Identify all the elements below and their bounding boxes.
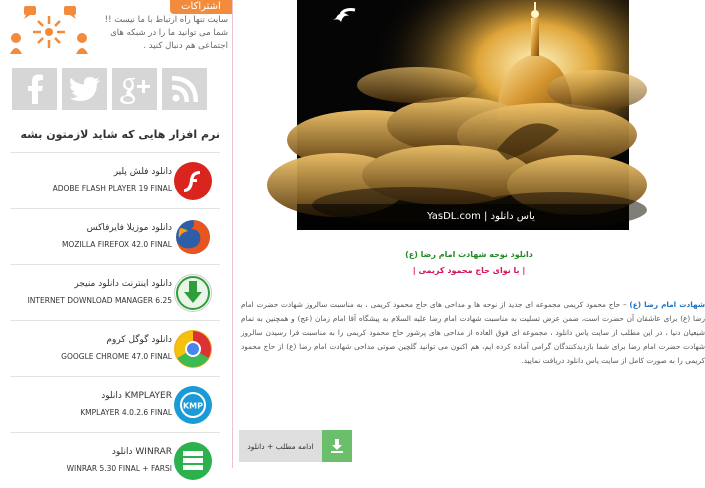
subscribe-tab[interactable]: اشتراکات [170, 0, 232, 14]
shrine-illustration [297, 0, 629, 230]
software-title-fa[interactable]: KMPLAYER دانلود [101, 391, 172, 401]
flash-player-icon[interactable] [174, 162, 212, 200]
software-title-en[interactable]: ADOBE FLASH PLAYER 19 FINAL [52, 184, 172, 193]
facebook-button[interactable] [12, 68, 57, 110]
software-text [22, 222, 172, 252]
winrar-icon[interactable] [174, 442, 212, 480]
software-title-fa[interactable]: دانلود گوگل کروم [106, 335, 172, 345]
post-subtitle: | با نوای حاج محمود کریمی | [412, 266, 526, 275]
software-title-en[interactable]: WINRAR 5.30 FINAL + FARSI [66, 464, 172, 473]
google-plus-button[interactable] [112, 68, 157, 110]
software-title-fa[interactable]: دانلود فلش پلیر [113, 167, 172, 177]
twitter-button[interactable] [62, 68, 107, 110]
software-text [22, 278, 172, 308]
social-links [12, 68, 207, 110]
post-body-text: – حاج محمود کریمی مجموعه ای جدید از نوحه ها و مداحی های حاج محمود کریمی ، به مناسبت سالروز شهادت حضرت امام رضا (ع) برای عاشقان آن حضرت است، ضمن عرض تسلیت به مناسبت شهادت امام رضا علیه السلام به پیشگاه آقا امام زمان (عج) و همچنین به تمام شیعیان دنیا ، در این مطلب از سایت یاس دانلود ، مجموعه ای فوق العاده از مداحی های پرشور حاج محمود کریمی را به مناسبت فرا رسیدن سالروز شهادت حضرت امام رضا برای شما بازدیدکنندگان گرامی آماده کرده ایم، هم اکنون می توانید گلچین صوتی مداحی شهادت امام رضا (ع) از حاج محمود کریمی را به صورت کامل از سایت یاس دانلود دریافت نمایید. [241, 300, 705, 365]
software-title-en[interactable]: MOZILLA FIREFOX 42.0 FINAL [61, 240, 172, 249]
facebook-icon [24, 74, 46, 104]
sidebar [0, 0, 232, 473]
post-body-lead-link[interactable]: شهادت امام رضا (ع) [629, 300, 705, 309]
list-item[interactable] [10, 376, 220, 432]
main-content [232, 0, 704, 468]
google-plus-icon [118, 74, 152, 104]
software-text [22, 166, 172, 196]
recommended-software-title: نرم افزار هایی که شاید لازمتون بشه [20, 128, 220, 141]
post-body [241, 298, 705, 368]
software-text [22, 390, 172, 420]
software-title-en[interactable]: GOOGLE CHROME 47.0 FINAL [61, 352, 172, 361]
read-more-label: ادامه مطلب + دانلود [247, 441, 314, 451]
svg-text:KMP: KMP [182, 401, 204, 411]
kmplayer-glyph [178, 390, 208, 420]
social-network-icon [8, 2, 90, 58]
software-text [22, 446, 172, 476]
software-title-en[interactable]: KMPLAYER 4.0.2.6 FINAL [80, 408, 172, 417]
chrome-glyph [174, 330, 212, 368]
firefox-glyph [174, 218, 212, 256]
list-item[interactable] [10, 320, 220, 376]
list-item[interactable] [10, 152, 220, 208]
software-text [22, 334, 172, 364]
idm-glyph [175, 275, 211, 311]
post-image[interactable] [297, 0, 629, 230]
software-title-en[interactable]: INTERNET DOWNLOAD MANAGER 6.25 [27, 296, 172, 305]
software-title-fa[interactable]: دانلود موزیلا فایرفاکس [86, 223, 172, 233]
firefox-icon[interactable] [174, 218, 212, 256]
software-title-fa[interactable]: WINRAR دانلود [111, 447, 172, 457]
list-item[interactable] [10, 432, 220, 488]
watermark: YasDL.com | یاس دانلود [427, 211, 535, 222]
kmplayer-icon[interactable] [174, 386, 212, 424]
list-item[interactable] [10, 264, 220, 320]
idm-icon[interactable] [174, 274, 212, 312]
software-title-fa[interactable]: دانلود اینترنت دانلود منیجر [74, 279, 172, 289]
chrome-icon[interactable] [174, 330, 212, 368]
read-more-download-button[interactable] [239, 430, 352, 462]
rss-icon [172, 76, 198, 102]
list-item[interactable] [10, 208, 220, 264]
subscribe-text: سایت تنها راه ارتباط با ما نیست !! شما می توانید ما را در شبکه های اجتماعی هم دنبال کنید . [104, 15, 228, 51]
post-title: دانلود نوحه شهادت امام رضا (ع) [405, 250, 533, 259]
flash-f-glyph [182, 169, 204, 193]
download-arrow-glyph [329, 438, 345, 454]
winrar-glyph [180, 448, 206, 474]
rss-button[interactable] [162, 68, 207, 110]
software-list [10, 152, 220, 488]
twitter-icon [70, 77, 100, 101]
download-icon [322, 430, 352, 462]
